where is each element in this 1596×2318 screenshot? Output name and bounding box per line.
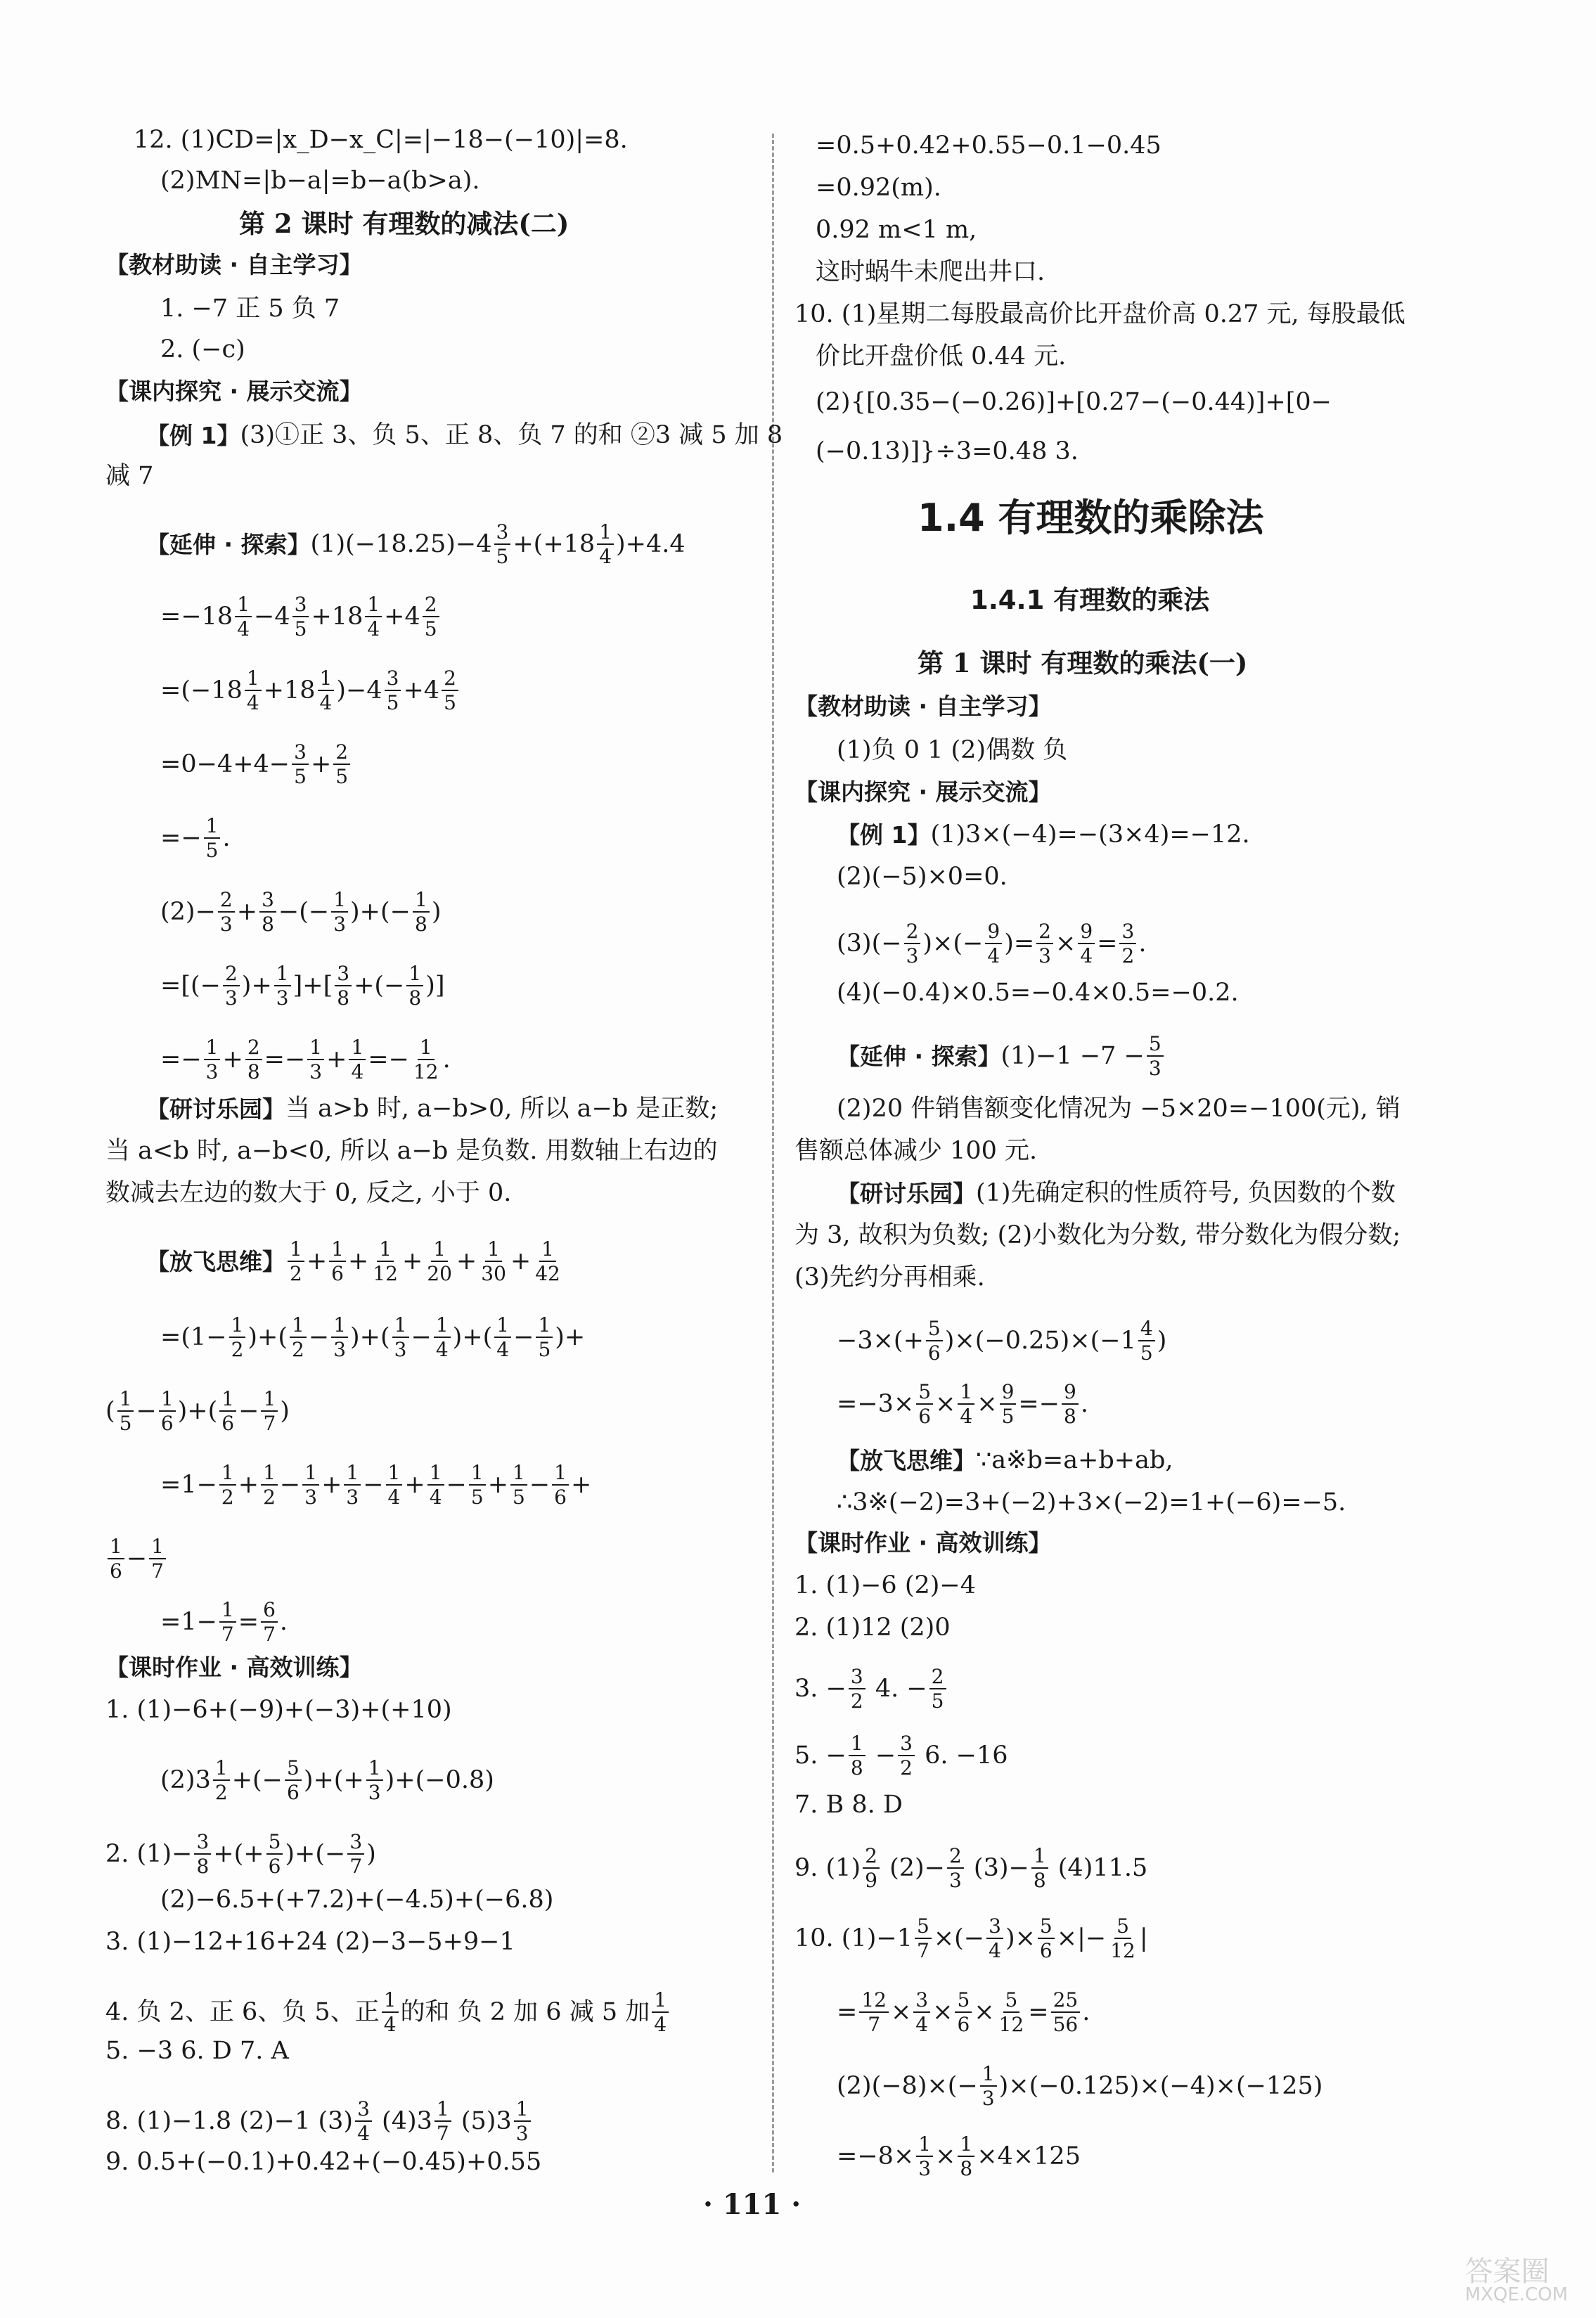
expr: ∵a※b=a+b+ab, <box>976 1446 1173 1474</box>
homework-3: 3. (1)−12+16+24 (2)−3−5+9−1 <box>105 1928 515 1956</box>
discussion-text: 当 a>b 时, a−b>0, 所以 a−b 是正数; <box>285 1095 719 1123</box>
fraction: $\frac{1}{4}$ <box>597 522 614 567</box>
expr: (1)3×(−4)=−(3×4)=−12. <box>930 820 1250 849</box>
expr: =[(− <box>160 971 221 1000</box>
homework-1: 1. (1)−6 (2)−4 <box>794 1571 976 1599</box>
fraction: $\frac{1}{4}$ <box>365 594 382 640</box>
expr: 的和 负 2 加 6 减 5 加 <box>400 1997 650 2026</box>
expr: +(−0.8) <box>394 1765 494 1794</box>
fraction: $\frac{5}{6}$ <box>926 1318 943 1364</box>
fraction: $\frac{5}{7}$ <box>915 1916 932 1962</box>
free-thinking <box>837 1448 1173 1473</box>
fraction: $\frac{1}{6}$ <box>108 1536 124 1582</box>
expr: 4. 负 2、正 6、负 5、正 <box>105 1997 380 2026</box>
q12-part1: 12. (1)CD=|x_D−x_C|=|−18−(−10)|=8. <box>134 126 628 154</box>
fraction: $\frac{1}{5}$ <box>204 816 221 861</box>
fraction: $\frac{9}{5}$ <box>1000 1382 1017 1427</box>
fraction: $\frac{1}{2}$ <box>229 1315 246 1360</box>
guide-answer: (1)负 0 1 (2)偶数 负 <box>837 736 1068 764</box>
homework-10-1: 10. (1)−1 $\frac{5}{7}$ ×(− $\frac{3}{4}$ )× $\frac{5}{6}$ ×|− $\frac{5}{12}$ | <box>794 1914 1148 1963</box>
fraction: $\frac{2}{3}$ <box>947 1846 964 1891</box>
expr: =− <box>160 823 202 852</box>
fraction: $\frac{5}{12}$ <box>998 1988 1024 2037</box>
q10-part1-cont: 价比开盘价低 0.44 元. <box>816 342 1067 371</box>
fraction: $\frac{1}{2}$ <box>219 1462 236 1508</box>
fraction: $\frac{3}{5}$ <box>292 742 309 787</box>
fraction: $\frac{2}{9}$ <box>863 1846 880 1891</box>
homework-1-1: 1. (1)−6+(−9)+(−3)+(+10) <box>105 1696 452 1724</box>
discussion-expr-2: =−3× $\frac{5}{6}$ × $\frac{1}{4}$ × $\frac{9}{5}$ =− $\frac{9}{8}$ . <box>837 1380 1089 1429</box>
fraction: $\frac{2}{5}$ <box>929 1666 946 1712</box>
fraction: $\frac{1}{6}$ <box>159 1389 176 1434</box>
heading-homework: 【课时作业 · 高效训练】 <box>105 1654 363 1681</box>
watermark-url: MXQE.COM <box>1465 2284 1568 2305</box>
example-1-tag: 【例 1】 <box>146 422 240 449</box>
expr: 2. (1)− <box>105 1839 193 1868</box>
fraction: $\frac{2}{3}$ <box>218 889 235 935</box>
fraction: $\frac{3}{5}$ <box>385 668 401 714</box>
fraction: $\frac{1}{12}$ <box>413 1036 439 1084</box>
fraction: $\frac{1}{8}$ <box>413 889 430 935</box>
fraction: $\frac{2}{3}$ <box>904 921 921 967</box>
free-thinking-tag: 【放飞思维】 <box>837 1447 976 1474</box>
discussion-2: 为 3, 故积为负数; (2)小数化为分数, 带分数化为假分数; <box>794 1221 1401 1249</box>
fraction: $\frac{1}{5}$ <box>117 1389 134 1434</box>
fraction: $\frac{9}{4}$ <box>985 921 1002 967</box>
fraction: $\frac{6}{7}$ <box>261 1599 278 1645</box>
heading-textbook-guide: 【教材助读 · 自主学习】 <box>794 693 1052 720</box>
snail-calc-3: 0.92 m<1 m, <box>816 216 977 244</box>
fraction: $\frac{1}{12}$ <box>373 1237 398 1286</box>
fraction: $\frac{1}{6}$ <box>219 1389 236 1434</box>
discussion-text: (1)先确定积的性质符号, 负因数的个数 <box>976 1179 1396 1207</box>
q10-part1: 10. (1)星期二每股最高价比开盘价高 0.27 元, 每股最低 <box>794 300 1405 328</box>
fraction: $\frac{5}{6}$ <box>266 1831 283 1877</box>
fraction: $\frac{1}{30}$ <box>481 1237 506 1286</box>
fraction: $\frac{1}{4}$ <box>652 1990 669 2035</box>
fraction: $\frac{9}{4}$ <box>1078 921 1095 967</box>
discussion-text-2: 当 a<b 时, a−b<0, 所以 a−b 是负数. 用数轴上右边的 <box>105 1137 718 1165</box>
homework-10-3: (2)(−8)×(− $\frac{1}{3}$ )×(−0.125)×(−4)×(−125) <box>837 2062 1323 2111</box>
fraction: $\frac{1}{3}$ <box>366 1758 383 1803</box>
snail-conclusion: 这时蜗牛未爬出井口. <box>816 258 1045 286</box>
free-thinking-2: ∴3※(−2)=3+(−2)+3×(−2)=1+(−6)=−5. <box>837 1488 1346 1517</box>
lesson-title-subtraction-2: 第 2 课时 有理数的减法(二) <box>239 208 569 239</box>
fraction: $\frac{4}{5}$ <box>1138 1318 1155 1364</box>
fraction: $\frac{1}{4}$ <box>386 1462 403 1508</box>
fraction: $\frac{1}{4}$ <box>318 668 335 714</box>
fraction: $\frac{5}{3}$ <box>1147 1034 1164 1079</box>
extension-line-7: =[(− $\frac{2}{3}$ )+ $\frac{1}{3}$ ]+[ $\frac{3}{8}$ +(− $\frac{1}{8}$ )] <box>160 962 445 1010</box>
fraction: $\frac{1}{5}$ <box>536 1315 553 1360</box>
fraction: $\frac{2}{3}$ <box>1036 921 1053 967</box>
extension-tag: 【延伸 · 探索】 <box>837 1042 1001 1070</box>
fraction: $\frac{5}{6}$ <box>1038 1916 1055 1962</box>
fraction: $\frac{1}{3}$ <box>302 1462 319 1508</box>
homework-8: 8. (1)−1.8 (2)−1 (3) $\frac{3}{4}$ (4)3 $\frac{1}{7}$ (5)3 $\frac{1}{3}$ <box>105 2099 533 2144</box>
free-thinking-line-3: ( $\frac{1}{5}$ − $\frac{1}{6}$ )+( $\frac{1}{6}$ − $\frac{1}{7}$ ) <box>105 1387 290 1436</box>
expr: 8. (1)−1.8 (2)−1 (3) <box>105 2106 354 2135</box>
extension <box>837 1034 1166 1079</box>
example-1-text: (3)①正 3、负 5、正 8、负 7 的和 ②3 减 5 加 8 <box>240 421 783 449</box>
fraction: $\frac{3}{8}$ <box>194 1831 211 1877</box>
fraction: $\frac{1}{3}$ <box>331 1315 348 1360</box>
example-1-4: (4)(−0.4)×0.5=−0.4×0.5=−0.2. <box>837 979 1239 1007</box>
discussion <box>837 1181 1396 1206</box>
fraction: $\frac{1}{20}$ <box>427 1237 452 1286</box>
fraction: $\frac{1}{3}$ <box>344 1462 361 1508</box>
fraction: $\frac{1}{8}$ <box>958 2134 974 2179</box>
fraction: $\frac{1}{7}$ <box>149 1536 166 1582</box>
snail-calc-2: =0.92(m). <box>816 174 941 202</box>
free-thinking-line-1: 【放飞思维】 $\frac{1}{2}$ + $\frac{1}{6}$ + $\frac{1}{12}$ + $\frac{1}{20}$ + $\frac{1}{30}$ + $\frac{1}{42}$ <box>146 1239 565 1284</box>
fraction: $\frac{1}{4}$ <box>245 668 262 714</box>
extension-line-6: (2)− $\frac{2}{3}$ + $\frac{3}{8}$ −(− $\frac{1}{3}$ )+(− $\frac{1}{8}$ ) <box>160 888 442 936</box>
free-thinking-line-4: =1− $\frac{1}{2}$ + $\frac{1}{2}$ − $\frac{1}{3}$ + $\frac{1}{3}$ − $\frac{1}{4}$ + $\frac{1}{4}$ − $\frac{1}{5}$ + $\frac{1}{5}$ − $\frac{1}{6}$ + <box>160 1461 592 1509</box>
fraction: $\frac{3}{8}$ <box>335 963 352 1009</box>
fraction: $\frac{1}{3}$ <box>514 2099 531 2144</box>
expr: =0−4+4− <box>160 749 290 778</box>
fraction: $\frac{3}{2}$ <box>898 1733 915 1779</box>
free-thinking-line-6: =1− $\frac{1}{7}$ = $\frac{6}{7}$ . <box>160 1598 288 1647</box>
example-1-tag: 【例 1】 <box>837 821 931 849</box>
fraction: $\frac{1}{2}$ <box>261 1462 278 1508</box>
expr: =(−18 <box>160 676 243 704</box>
discussion-text-3: 数减去左边的数大于 0, 反之, 小于 0. <box>105 1179 512 1207</box>
homework-2-2: (2)−6.5+(+7.2)+(−4.5)+(−6.8) <box>160 1886 554 1914</box>
expr: 5. − <box>794 1741 847 1770</box>
heading-classroom-explore: 【课内探究 · 展示交流】 <box>105 378 363 405</box>
fraction: $\frac{1}{4}$ <box>494 1315 511 1360</box>
example-1-2: (2)(−5)×0=0. <box>837 863 1008 891</box>
fraction: $\frac{1}{4}$ <box>349 1037 366 1083</box>
fraction: $\frac{5}{6}$ <box>285 1758 302 1803</box>
expr: =− <box>160 1045 202 1074</box>
expr: −3×(+ <box>837 1326 924 1355</box>
fraction: $\frac{1}{4}$ <box>958 1382 974 1427</box>
expr: =−8× <box>837 2142 915 2170</box>
fraction: $\frac{2}{8}$ <box>245 1037 262 1083</box>
fraction: $\frac{2}{5}$ <box>423 594 439 640</box>
fraction: $\frac{1}{2}$ <box>288 1239 304 1284</box>
fraction: $\frac{1}{2}$ <box>213 1758 230 1803</box>
homework-10-4: =−8× $\frac{1}{3}$ × $\frac{1}{8}$ ×4×125 <box>837 2132 1081 2181</box>
subsection-title: 1.4.1 有理数的乘法 <box>970 585 1210 615</box>
example-1 <box>146 423 783 448</box>
expr: (2)3 <box>160 1765 211 1794</box>
q12-part2: (2)MN=|b−a|=b−a(b>a). <box>160 167 480 195</box>
homework-4 <box>105 1990 671 2035</box>
fraction: $\frac{1}{8}$ <box>406 963 423 1009</box>
extension-line-3: =(−18 $\frac{1}{4}$ +18 $\frac{1}{4}$ )−4 $\frac{3}{5}$ +4 $\frac{2}{5}$ <box>160 668 461 714</box>
snail-calc-1: =0.5+0.42+0.55−0.1−0.45 <box>816 131 1161 160</box>
fraction: $\frac{1}{4}$ <box>235 594 252 640</box>
extension-3: 售额总体减少 100 元. <box>794 1137 1038 1165</box>
fraction: $\frac{1}{3}$ <box>204 1037 221 1083</box>
example-1-text-cont: 减 7 <box>105 462 154 490</box>
expr: =−3× <box>837 1389 915 1418</box>
extension-line-8: =− $\frac{1}{3}$ + $\frac{2}{8}$ =− $\frac{1}{3}$ + $\frac{1}{4}$ =− $\frac{1}{12}$ . <box>160 1036 451 1084</box>
heading-homework: 【课时作业 · 高效训练】 <box>794 1529 1052 1557</box>
fraction: $\frac{1}{3}$ <box>331 889 348 935</box>
extension-2: (2)20 件销售额变化情况为 −5×20=−100(元), 销 <box>837 1095 1401 1123</box>
fraction: $\frac{3}{5}$ <box>494 522 511 567</box>
homework-10-2: = $\frac{12}{7}$ × $\frac{3}{4}$ × $\frac{5}{6}$ × $\frac{5}{12}$ = $\frac{25}{56}$ . <box>837 1988 1090 2037</box>
fraction: $\frac{3}{4}$ <box>355 2099 372 2144</box>
homework-3-4: 3. − $\frac{3}{2}$ 4. − $\frac{2}{5}$ <box>794 1666 948 1712</box>
extension-line-2: =−18 $\frac{1}{4}$ −4 $\frac{3}{5}$ +18 $\frac{1}{4}$ +4 $\frac{2}{5}$ <box>160 594 442 640</box>
discussion-tag: 【研讨乐园】 <box>146 1095 285 1123</box>
expr: 10. (1)−1 <box>794 1924 913 1952</box>
fraction: $\frac{5}{6}$ <box>955 1990 972 2035</box>
fraction: $\frac{1}{7}$ <box>261 1389 278 1434</box>
fraction: $\frac{3}{2}$ <box>849 1666 865 1712</box>
fraction: $\frac{1}{6}$ <box>329 1239 346 1284</box>
fraction: $\frac{1}{3}$ <box>392 1315 409 1360</box>
discussion <box>146 1097 718 1121</box>
discussion-3: (3)先约分再相乘. <box>794 1263 985 1292</box>
heading-textbook-guide: 【教材助读 · 自主学习】 <box>105 251 363 278</box>
fraction: $\frac{1}{5}$ <box>469 1462 486 1508</box>
page-number: · 111 · <box>703 2188 802 2221</box>
expr: (2)− <box>160 897 216 926</box>
fraction: $\frac{3}{4}$ <box>986 1916 1003 1962</box>
q10-part2-cont: (−0.13)]}÷3=0.48 3. <box>816 437 1079 465</box>
discussion-tag: 【研讨乐园】 <box>837 1180 976 1207</box>
example-1-3: (3)(− $\frac{2}{3}$ )×(− $\frac{9}{4}$ )= $\frac{2}{3}$ × $\frac{9}{4}$ = $\frac{3}{2}$ . <box>837 920 1147 968</box>
fraction: $\frac{1}{2}$ <box>290 1315 307 1360</box>
watermark-logo <box>1465 2255 1568 2305</box>
free-thinking-tag: 【放飞思维】 <box>146 1247 285 1275</box>
extension-line-1 <box>146 522 686 567</box>
fraction: $\frac{1}{3}$ <box>980 2063 997 2109</box>
homework-7-8: 7. B 8. D <box>794 1791 903 1819</box>
fraction: $\frac{1}{4}$ <box>427 1462 444 1508</box>
fraction: $\frac{9}{8}$ <box>1062 1382 1079 1427</box>
expr: (3)(− <box>837 929 902 958</box>
expr: (1)−1 −7 − <box>1000 1041 1145 1070</box>
expr: 3. − <box>794 1674 847 1703</box>
extension-line-5: =− $\frac{1}{5}$ . <box>160 814 231 863</box>
fraction: $\frac{2}{5}$ <box>333 742 350 787</box>
expr: =−18 <box>160 602 233 631</box>
fraction: $\frac{1}{4}$ <box>382 1990 399 2035</box>
guide-answer-1: 1. −7 正 5 负 7 <box>160 295 340 323</box>
fraction: $\frac{1}{3}$ <box>274 963 291 1009</box>
q10-part2: (2){[0.35−(−0.26)]+[0.27−(−0.44)]+[0− <box>816 388 1332 416</box>
fraction: $\frac{2}{5}$ <box>442 668 458 714</box>
fraction: $\frac{1}{8}$ <box>1031 1846 1048 1891</box>
homework-5-6: 5. − $\frac{1}{8}$ − $\frac{3}{2}$ 6. −16 <box>794 1732 1008 1780</box>
fraction: $\frac{3}{5}$ <box>292 594 309 640</box>
fraction: $\frac{5}{6}$ <box>916 1382 933 1427</box>
fraction: $\frac{12}{7}$ <box>859 1990 889 2035</box>
fraction: $\frac{3}{8}$ <box>259 889 276 935</box>
free-thinking-line-2: =(1− $\frac{1}{2}$ )+( $\frac{1}{2}$ − $\frac{1}{3}$ )+( $\frac{1}{3}$ − $\frac{1}{4}$ )+( $\frac{1}{4}$ − $\frac{1}{5}$ )+ <box>160 1313 586 1362</box>
fraction: $\frac{1}{4}$ <box>434 1315 451 1360</box>
expr: 9. (1) <box>794 1853 861 1882</box>
fraction: $\frac{1}{7}$ <box>435 2099 451 2144</box>
fraction: $\frac{1}{3}$ <box>916 2134 933 2179</box>
guide-answer-2: 2. (−c) <box>160 335 245 363</box>
expr: (2)(−8)×(− <box>837 2071 978 2100</box>
example-1-1 <box>837 820 1250 849</box>
extension-expr: (1)(−18.25)−4 <box>310 529 492 558</box>
fraction: $\frac{25}{56}$ <box>1051 1990 1081 2035</box>
fraction: $\frac{3}{4}$ <box>913 1990 930 2035</box>
fraction: $\frac{3}{2}$ <box>1119 921 1136 967</box>
homework-5-7: 5. −3 6. D 7. A <box>105 2037 289 2065</box>
fraction: $\frac{1}{42}$ <box>535 1237 560 1286</box>
extension-tag: 【延伸 · 探索】 <box>146 530 311 558</box>
expr: = <box>837 1997 858 2026</box>
lesson-title-multiplication-1: 第 1 课时 有理数的乘法(一) <box>918 648 1248 678</box>
extension-line-4: =0−4+4− $\frac{3}{5}$ + $\frac{2}{5}$ <box>160 742 352 787</box>
homework-2: 2. (1)12 (2)0 <box>794 1614 951 1642</box>
fraction: $\frac{3}{7}$ <box>347 1831 364 1877</box>
free-thinking-line-5: $\frac{1}{6}$ − $\frac{1}{7}$ <box>105 1536 168 1582</box>
extension-expr: +(+18 <box>513 529 596 558</box>
watermark-text: 答案圈 <box>1465 2255 1550 2288</box>
fraction: $\frac{1}{3}$ <box>307 1037 324 1083</box>
section-title: 1.4 有理数的乘除法 <box>918 496 1264 540</box>
extension-expr: )+4.4 <box>616 529 686 558</box>
discussion-expr-1: −3×(+ $\frac{5}{6}$ )×(−0.25)×(−1 $\frac{4}{5}$ ) <box>837 1317 1167 1365</box>
homework-9: 9. (1) $\frac{2}{9}$ (2)− $\frac{2}{3}$ (3)− $\frac{1}{8}$ (4)11.5 <box>794 1844 1148 1893</box>
homework-1-2: (2)3 $\frac{1}{2}$ +(− $\frac{5}{6}$ )+(+ $\frac{1}{3}$ ) +(−0.8) <box>160 1756 494 1805</box>
homework-9: 9. 0.5+(−0.1)+0.42+(−0.45)+0.55 <box>105 2148 542 2176</box>
fraction: $\frac{1}{7}$ <box>219 1599 236 1645</box>
fraction: $\frac{2}{3}$ <box>223 963 240 1009</box>
heading-classroom-explore: 【课内探究 · 展示交流】 <box>794 778 1052 806</box>
homework-2-1: 2. (1)− $\frac{3}{8}$ +(+ $\frac{5}{6}$ )+(− $\frac{3}{7}$ ) <box>105 1830 376 1879</box>
fraction: $\frac{1}{6}$ <box>552 1462 569 1508</box>
fraction: $\frac{1}{8}$ <box>849 1733 865 1779</box>
fraction: $\frac{1}{5}$ <box>510 1462 527 1508</box>
fraction: $\frac{5}{12}$ <box>1110 1914 1135 1963</box>
